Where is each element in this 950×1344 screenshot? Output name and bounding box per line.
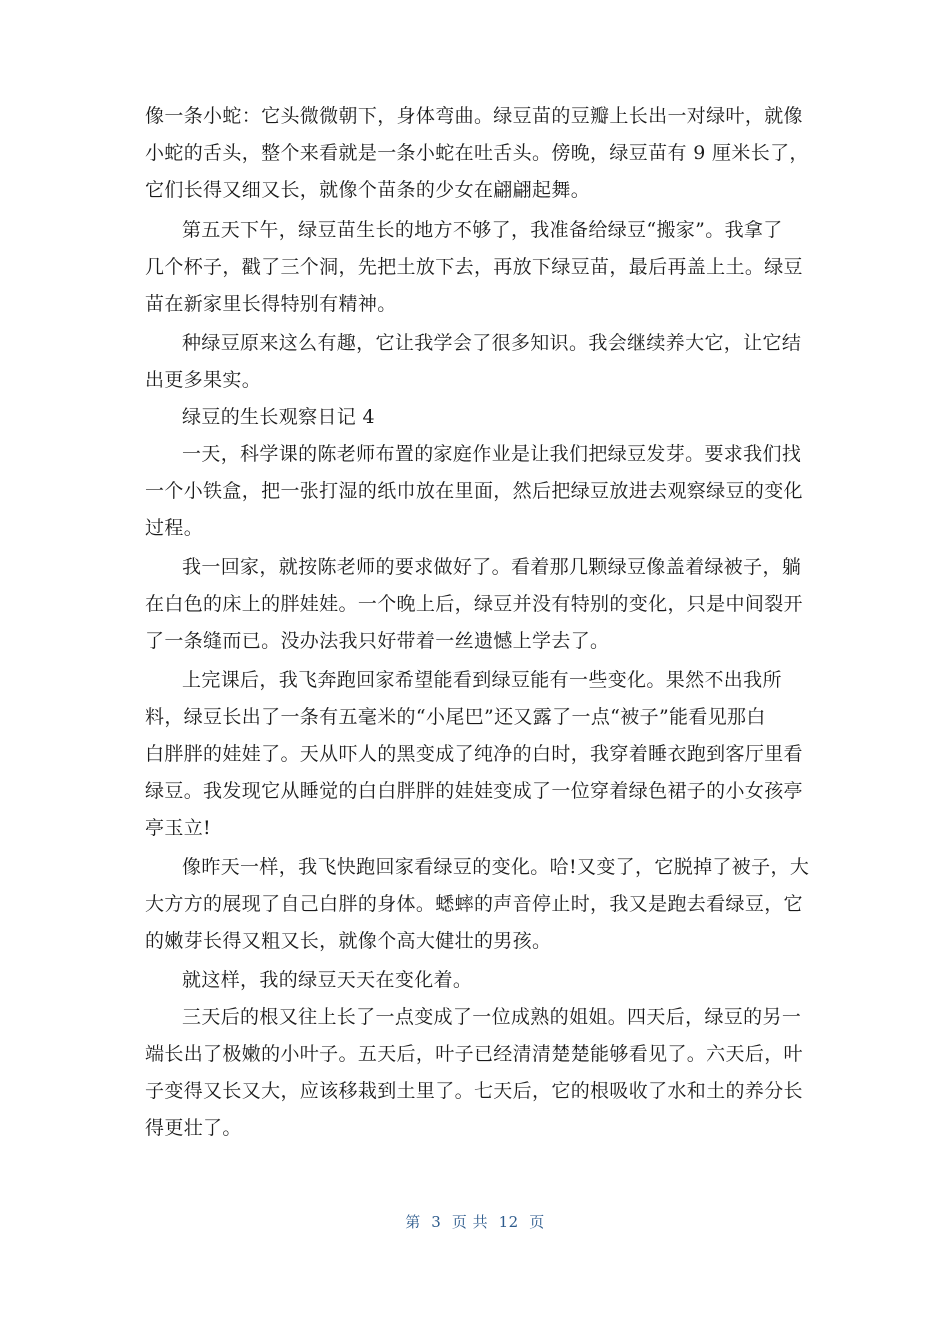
text-line: 大方方的展现了自己白胖的身体。蟋蟀的声音停止时，我又是跑去看绿豆，它 <box>145 893 803 915</box>
paragraph-start-line: 像昨天一样，我飞快跑回家看绿豆的变化。哈!又变了，它脱掉了被子，大 <box>182 856 810 878</box>
text-line: 过程。 <box>145 517 204 539</box>
paragraph-start-line: 我一回家，就按陈老师的要求做好了。看着那几颗绿豆像盖着绿被子，躺 <box>182 556 802 578</box>
text-line: 子变得又长又大，应该移栽到土里了。七天后，它的根吸收了水和土的养分长 <box>145 1080 803 1102</box>
page-number-footer: 第 3 页 共 12 页 <box>405 1213 545 1231</box>
text-line: 绿豆。我发现它从睡觉的白白胖胖的娃娃变成了一位穿着绿色裙子的小女孩亭 <box>145 780 803 802</box>
text-line: 的嫩芽长得又粗又长，就像个高大健壮的男孩。 <box>145 930 552 952</box>
text-line: 料，绿豆长出了一条有五毫米的“小尾巴”还又露了一点“被子”能看见那白 <box>145 706 766 728</box>
text-line: 得更壮了。 <box>145 1117 242 1139</box>
text-line: 小蛇的舌头，整个来看就是一条小蛇在吐舌头。傍晚，绿豆苗有 9 厘米长了， <box>145 142 809 164</box>
section-heading: 绿豆的生长观察日记 4 <box>182 406 375 428</box>
text-line: 出更多果实。 <box>145 369 262 391</box>
paragraph-start-line: 三天后的根又往上长了一点变成了一位成熟的姐姐。四天后，绿豆的另一 <box>182 1006 802 1028</box>
text-line: 白胖胖的娃娃了。天从吓人的黑变成了纯净的白时，我穿着睡衣跑到客厅里看 <box>145 743 803 765</box>
paragraph-start-line: 种绿豆原来这么有趣，它让我学会了很多知识。我会继续养大它，让它结 <box>182 332 802 354</box>
text-line: 苗在新家里长得特别有精神。 <box>145 293 397 315</box>
paragraph-start-line: 就这样，我的绿豆天天在变化着。 <box>182 969 473 991</box>
text-line: 一个小铁盒，把一张打湿的纸巾放在里面，然后把绿豆放进去观察绿豆的变化 <box>145 480 803 502</box>
text-line: 它们长得又细又长，就像个苗条的少女在翩翩起舞。 <box>145 179 591 201</box>
text-line: 在白色的床上的胖娃娃。一个晚上后，绿豆并没有特别的变化，只是中间裂开 <box>145 593 803 615</box>
text-line: 像一条小蛇：它头微微朝下，身体弯曲。绿豆苗的豆瓣上长出一对绿叶，就像 <box>145 105 803 127</box>
text-line: 几个杯子，戳了三个洞，先把土放下去，再放下绿豆苗，最后再盖上土。绿豆 <box>145 256 803 278</box>
paragraph-start-line: 上完课后，我飞奔跑回家希望能看到绿豆能有一些变化。果然不出我所 <box>182 669 782 691</box>
text-line: 端长出了极嫩的小叶子。五天后，叶子已经清清楚楚能够看见了。六天后，叶 <box>145 1043 803 1065</box>
paragraph-start-line: 第五天下午，绿豆苗生长的地方不够了，我准备给绿豆“搬家”。我拿了 <box>182 219 783 241</box>
text-line: 了一条缝而已。没办法我只好带着一丝遗憾上学去了。 <box>145 630 610 652</box>
paragraph-start-line: 一天，科学课的陈老师布置的家庭作业是让我们把绿豆发芽。要求我们找 <box>182 443 802 465</box>
text-line: 亭玉立! <box>145 817 212 839</box>
